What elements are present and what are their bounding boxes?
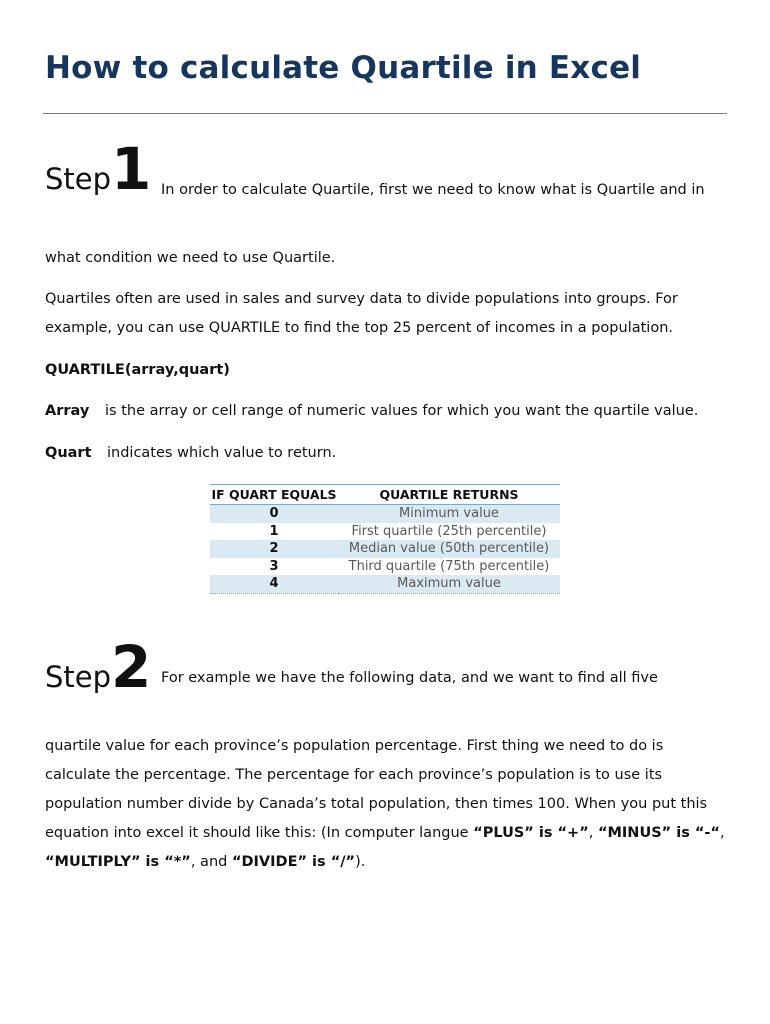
table-cell: Third quartile (75th percentile) [348, 558, 550, 574]
step1-lead: In order to calculate Quartile, first we need to know what is Quartile and in [161, 182, 705, 198]
step1-paragraph: Quartiles often are used in sales and survey data to divide populations into groups. For example, you can use QUARTILE to find the top 25 percent of incomes in a population. [45, 291, 678, 336]
table-cell: 4 [210, 575, 338, 593]
step1-number: 1 [111, 135, 152, 203]
table-cell: Median value (50th percentile) [338, 540, 560, 558]
quartile-syntax: QUARTILE(array,quart) [45, 362, 230, 378]
separator: , [588, 825, 598, 841]
divide-rule: “DIVIDE” is “/” [231, 854, 356, 870]
step1-continuation: what condition we need to use Quartile. [45, 250, 336, 266]
quart-description: indicates which value to return. [107, 445, 337, 461]
quart-term: Quart [45, 445, 92, 461]
table-cell: Minimum value [338, 505, 560, 523]
step2-number: 2 [111, 633, 152, 701]
minus-rule: “MINUS” is “-“ [597, 825, 720, 841]
table-row [210, 505, 560, 523]
plus-rule: “PLUS” is “+” [473, 825, 589, 841]
table-header: IF QUART EQUALS [210, 485, 338, 505]
table-header-row [210, 485, 560, 505]
table-cell: 1 [269, 523, 279, 539]
table-row [210, 558, 560, 576]
table-row [210, 523, 560, 541]
step1-heading [45, 135, 152, 203]
page-title: How to calculate Quartile in Excel [45, 50, 642, 86]
quart-definition [45, 445, 336, 461]
table-row [210, 540, 560, 558]
step2-heading [45, 633, 152, 701]
closing-text: ). [355, 854, 366, 870]
step2-paragraph [45, 732, 725, 877]
quartile-table [210, 484, 560, 594]
title-divider [43, 113, 727, 114]
table-cell: 2 [210, 540, 338, 558]
multiply-rule: “MULTIPLY” is “*” [45, 854, 191, 870]
table-cell: 3 [269, 558, 279, 574]
table-cell: 0 [210, 505, 338, 523]
step2-word: Step [45, 660, 112, 694]
step1-word: Step [45, 162, 112, 196]
step2-lead: For example we have the following data, and we want to find all five [161, 670, 658, 686]
array-definition [45, 403, 698, 419]
separator: , [719, 825, 725, 841]
table-cell: Maximum value [338, 575, 560, 593]
separator: , and [190, 854, 232, 870]
table-header: QUARTILE RETURNS [338, 485, 560, 505]
array-term: Array [45, 403, 90, 419]
table-row [210, 575, 560, 593]
array-description: is the array or cell range of numeric values for which you want the quartile value. [105, 403, 699, 419]
table-cell: First quartile (25th percentile) [351, 523, 547, 539]
step2-text: quartile value for each province’s population percentage. First thing we need to do is calculate the percentage. The percentage for each province’s population is to use its population number divide by Canada’s total population, then times 100. When you put this equation into excel it should like this: (In computer langue [45, 738, 708, 841]
